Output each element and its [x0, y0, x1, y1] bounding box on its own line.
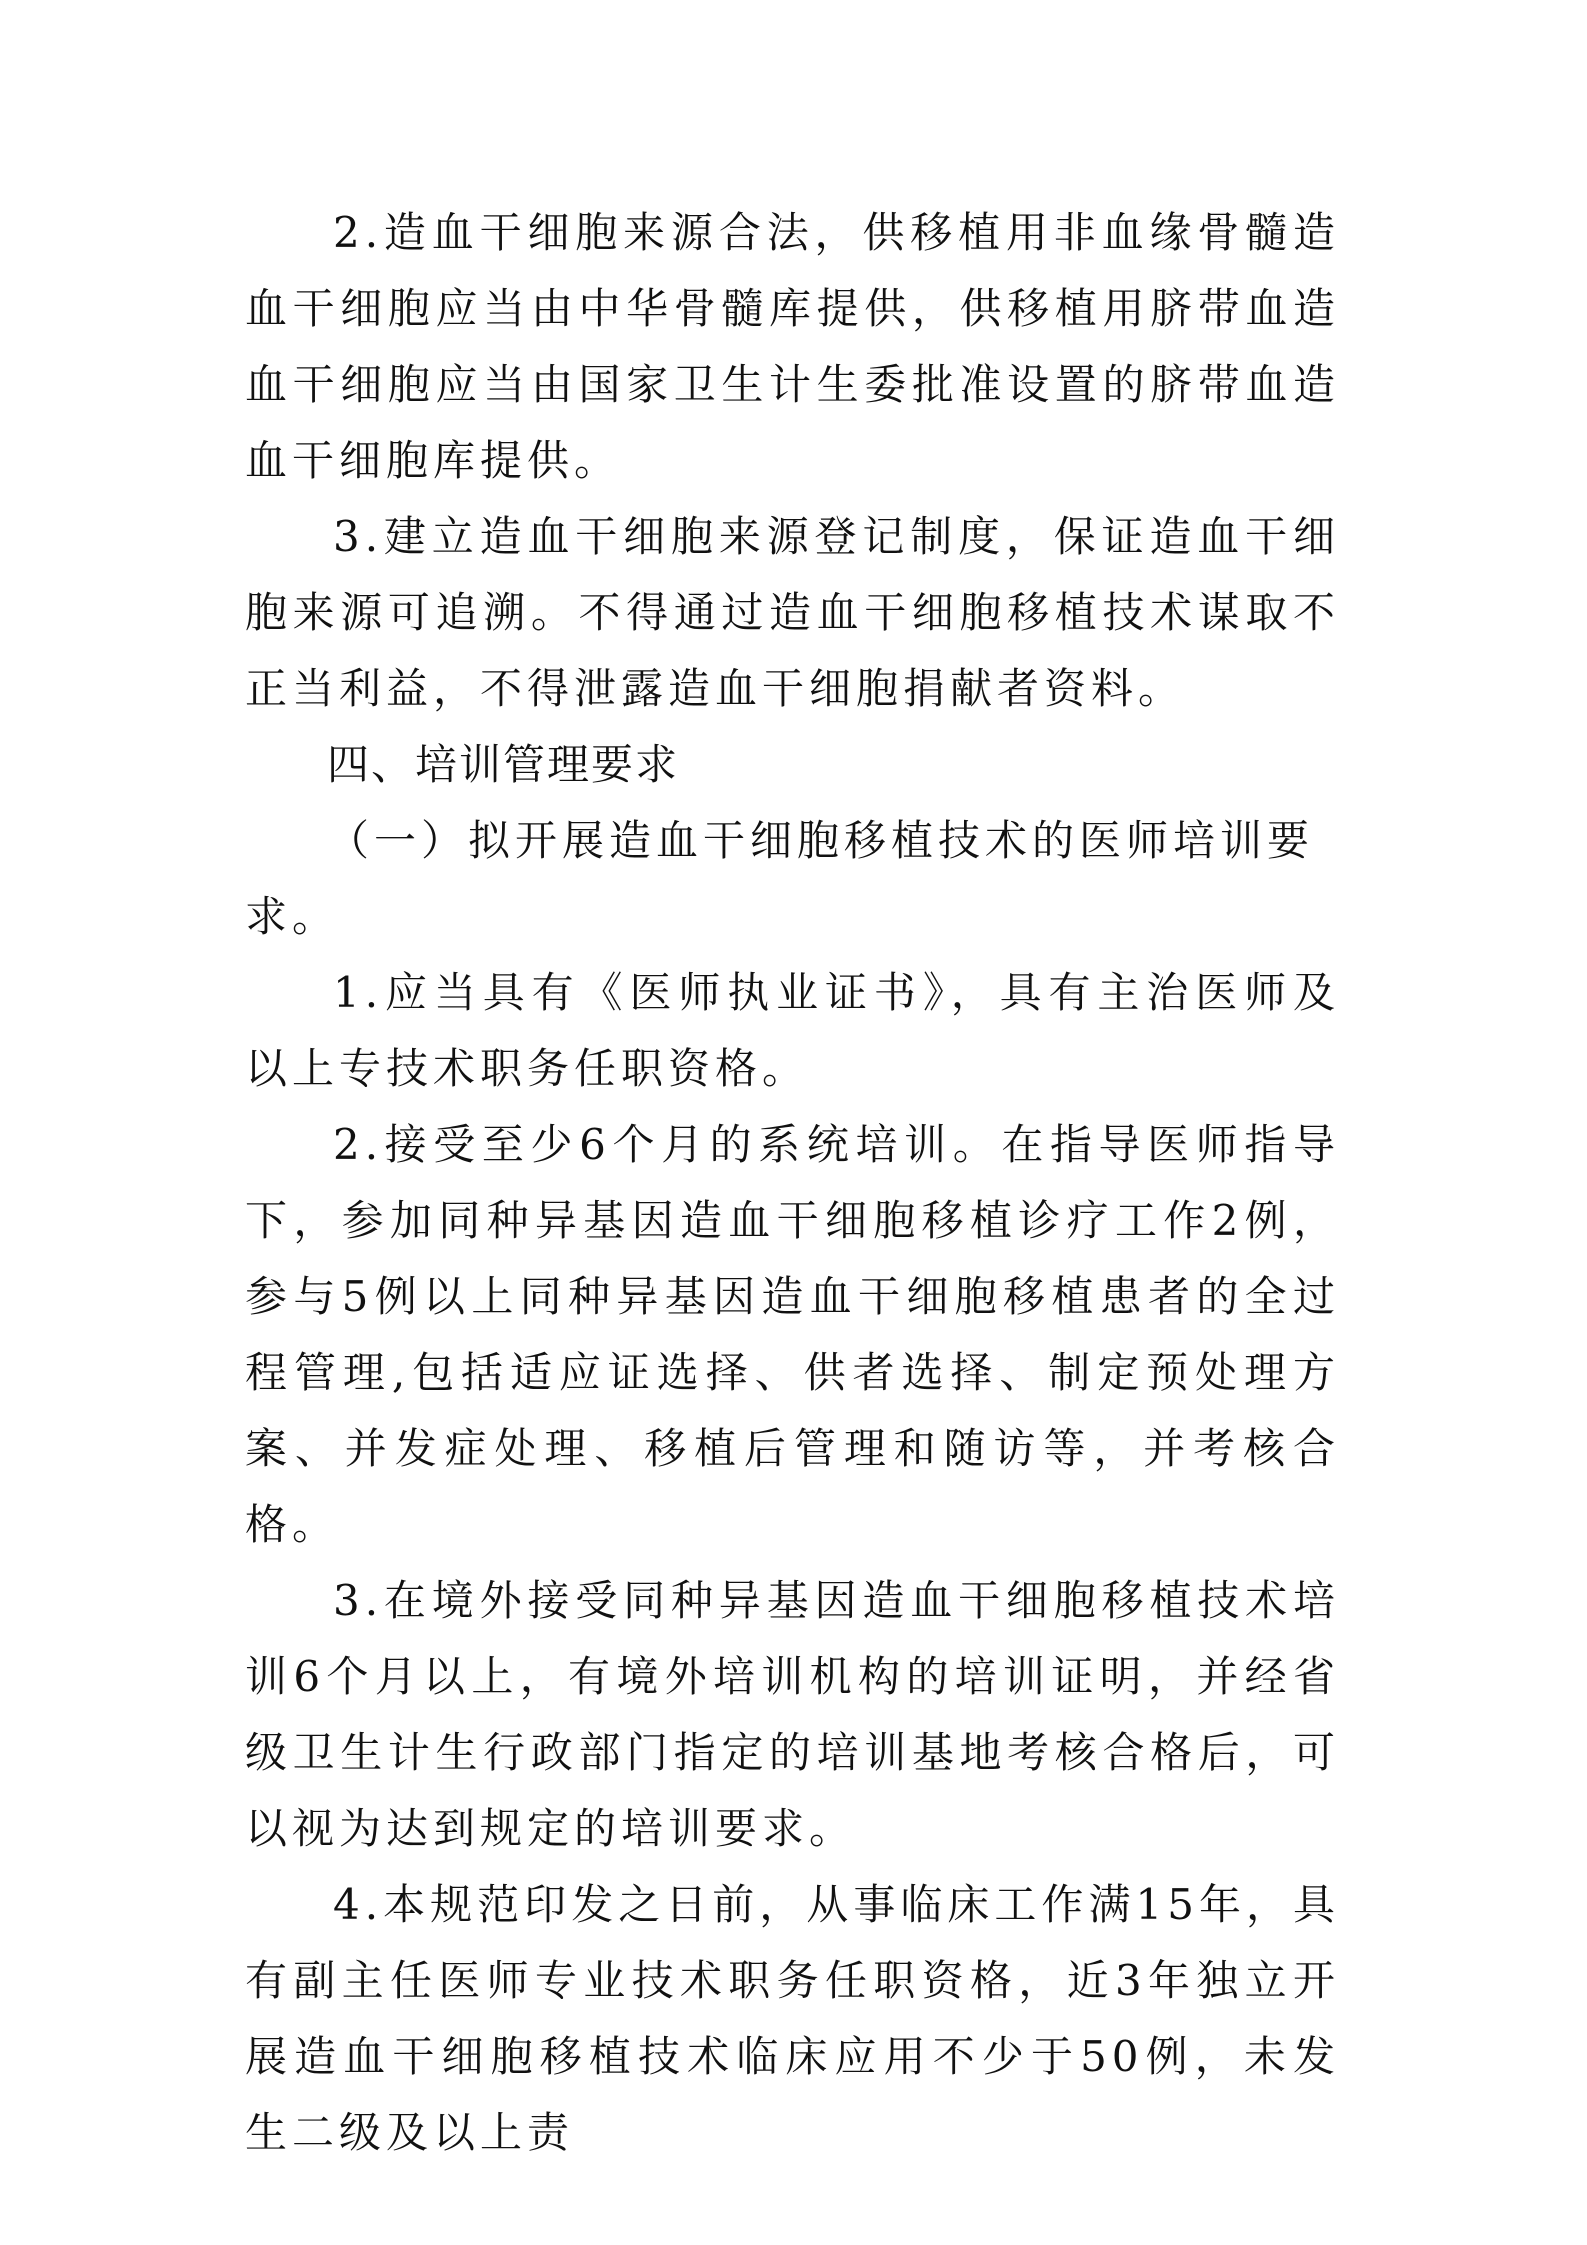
document-body: [245, 195, 1340, 2171]
paragraph-systematic-training: 2.接受至少6个月的系统培训。在指导医师指导下，参加同种异基因造血干细胞移植诊疗工作2例，参与5例以上同种异基因造血干细胞移植患者的全过程管理,包括适应证选择、供者选择、制定预处理方案、并发症处理、移植后管理和随访等，并考核合格。: [245, 1120, 1340, 1549]
paragraph-stem-cell-source-legal: 2.造血干细胞来源合法，供移植用非血缘骨髓造血干细胞应当由中华骨髓库提供，供移植用脐带血造血干细胞应当由国家卫生计生委批准设置的脐带血造血干细胞库提供。: [245, 208, 1340, 485]
paragraph-prior-experience: 4.本规范印发之日前，从事临床工作满15年，具有副主任医师专业技术职务任职资格，近3年独立开展造血干细胞移植技术临床应用不少于50例，未发生二级及以上责: [245, 1880, 1340, 2157]
section-heading-training-requirements: 四、培训管理要求: [327, 740, 680, 789]
paragraph-source-registration: 3.建立造血干细胞来源登记制度，保证造血干细胞来源可追溯。不得通过造血干细胞移植技术谋取不正当利益，不得泄露造血干细胞捐献者资料。: [245, 512, 1340, 713]
paragraph-physician-certificate: 1.应当具有《医师执业证书》，具有主治医师及以上专技术职务任职资格。: [245, 968, 1340, 1093]
paragraph-overseas-training: 3.在境外接受同种异基因造血干细胞移植技术培训6个月以上，有境外培训机构的培训证明，并经省级卫生计生行政部门指定的培训基地考核合格后，可以视为达到规定的培训要求。: [245, 1576, 1340, 1853]
subsection-heading-physician-training: （一）拟开展造血干细胞移植技术的医师培训要求。: [245, 816, 1315, 941]
